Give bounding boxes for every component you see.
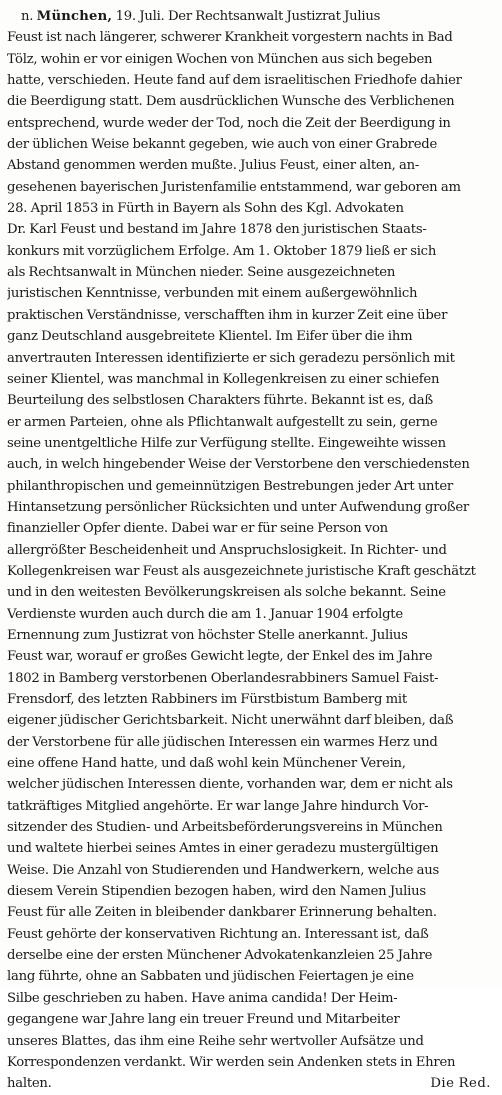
article-line-34: eigener jüdischer Gerichtsbarkeit. Nicht unerwähnt darf bleiben, daß xyxy=(7,713,454,729)
article-first-line xyxy=(7,6,495,27)
article-line-51 xyxy=(7,1073,495,1094)
article-line-22: auch, in welch hingebender Weise der Verstorbene den verschiedensten xyxy=(7,457,470,473)
article-line-8: Abstand genommen werden mußte. Julius Feust, einer alten, an- xyxy=(7,158,420,174)
article-line-3: Tölz, wohin er vor einigen Wochen von München aus sich begeben xyxy=(7,51,433,67)
article-line-19: Beurteilung des selbstlosen Charakters führte. Bekannt ist es, daß xyxy=(7,393,433,409)
article-line-31: Feust war, worauf er großes Gewicht legte, der Enkel des im Jahre xyxy=(7,649,433,665)
article-line-42: diesem Verein Stipendien bezogen haben, wird den Namen Julius xyxy=(7,884,426,900)
article-line-text: halten. xyxy=(7,1076,52,1092)
article-line-47: Silbe geschrieben zu haben. Have anima candida! Der Heim- xyxy=(7,990,398,1006)
article-line-21: seine unentgeltliche Hilfe zur Verfügung stellte. Eingeweihte wissen xyxy=(7,435,446,451)
article-line-13: als Rechtsanwalt in München nieder. Seine ausgezeichneten xyxy=(7,265,396,281)
article-line-46: lang führte, ohne an Sabbaten und jüdischen Feiertagen je eine xyxy=(7,969,414,985)
article-line-48: gegangene war Jahre lang ein treuer Freund und Mitarbeiter xyxy=(7,1012,400,1028)
article-line-20: er armen Parteien, ohne als Pflichtanwalt aufgestellt zu sein, gerne xyxy=(7,414,438,430)
article-line-39: sitzender des Studien- und Arbeitsbeförderungsvereins in München xyxy=(7,820,443,836)
article-line-4: hatte, verschieden. Heute fand auf dem israelitischen Friedhofe dahier xyxy=(7,73,462,89)
article-line-50: Korrespondenzen verdankt. Wir werden sein Andenken stets in Ehren xyxy=(7,1054,456,1070)
article-line-30: Ernennung zum Justizrat von höchster Stelle anerkannt. Julius xyxy=(7,627,408,643)
article-line-6: entsprechend, wurde weder der Tod, noch die Zeit der Beerdigung in xyxy=(7,115,451,131)
article-line-27: Kollegenkreisen war Feust als ausgezeichnete juristische Kraft geschätzt xyxy=(7,563,476,579)
article-line-11: Dr. Karl Feust und bestand im Jahre 1878 den juristischen Staats- xyxy=(7,222,427,238)
article-line-35: der Verstorbene für alle jüdischen Interessen ein warmes Herz und xyxy=(7,734,438,750)
article-line-2: Feust ist nach längerer, schwerer Krankheit vorgestern nachts in Bad xyxy=(7,30,453,46)
article-line-14: juristischen Kenntnisse, verbunden mit einem außergewöhnlich xyxy=(7,286,418,302)
article-line-12: konkurs mit vorzüglichem Erfolge. Am 1. Oktober 1879 ließ er sich xyxy=(7,243,437,259)
article-line-5: die Beerdigung statt. Dem ausdrücklichen Wunsche des Verblichenen xyxy=(7,94,455,110)
article-line-25: finanzieller Opfer diente. Dabei war er für seine Person von xyxy=(7,521,388,537)
article-line-18: seiner Klientel, was manchmal in Kollegenkreisen zu einer schiefen xyxy=(7,371,440,387)
article-line-17: anvertrauten Interessen identifizierte er sich geradezu persönlich mit xyxy=(7,350,455,366)
article-line-49: unseres Blattes, das ihm eine Reihe sehr wertvoller Aufsätze und xyxy=(7,1033,424,1049)
article-body xyxy=(7,27,495,1094)
article-line-26: allergrößter Bescheidenheit und Anspruchslosigkeit. In Richter- und xyxy=(7,542,447,558)
article-line-23: philanthropischen und gemeinnützigen Bestrebungen jeder Art unter xyxy=(7,478,453,494)
dateline-city: München, xyxy=(36,9,113,24)
dateline-date: 19. Juli. xyxy=(115,9,165,24)
article-line-32: 1802 in Bamberg verstorbenen Oberlandesrabbiners Samuel Faist- xyxy=(7,670,439,686)
article-line-15: praktischen Verständnisse, verschafften ihm in kurzer Zeit eine über xyxy=(7,307,448,323)
article-line-43: Feust für alle Zeiten in bleibender dankbarer Erinnerung behalten. xyxy=(7,905,437,921)
article-line-1: Der Rechtsanwalt Justizrat Julius xyxy=(167,9,381,24)
article-line-40: und waltete hierbei seines Amtes in einer geradezu mustergültigen xyxy=(7,841,439,857)
dateline-prefix: n. xyxy=(21,9,34,24)
article-line-41: Weise. Die Anzahl von Studierenden und Handwerkern, welche aus xyxy=(7,862,439,878)
article-line-44: Feust gehörte der konservativen Richtung an. Interessant ist, daß xyxy=(7,926,429,942)
article-line-36: eine offene Hand hatte, und daß wohl kein Münchener Verein, xyxy=(7,756,406,772)
article-line-9: gesehenen bayerischen Juristenfamilie entstammend, war geboren am xyxy=(7,179,461,195)
editor-signature: Die Red. xyxy=(430,1076,491,1092)
article-line-45: derselbe eine der ersten Münchener Advokatenkanzleien 25 Jahre xyxy=(7,948,433,964)
article-line-16: ganz Deutschland ausgebreitete Klientel. Im Eifer über die ihm xyxy=(7,329,413,345)
article-line-24: Hintansetzung persönlicher Rücksichten und unter Aufwendung großer xyxy=(7,499,469,515)
article-line-10: 28. April 1853 in Fürth in Bayern als Sohn des Kgl. Advokaten xyxy=(7,201,404,217)
article-line-38: tatkräftiges Mitglied angehörte. Er war lange Jahre hindurch Vor- xyxy=(7,798,429,814)
article-line-37: welcher jüdischen Interessen diente, vorhanden war, dem er nicht als xyxy=(7,777,453,793)
article-line-28: und in den weitesten Bevölkerungskreisen als solche bekannt. Seine xyxy=(7,585,446,601)
article-line-33: Frensdorf, des letzten Rabbiners im Fürstbistum Bamberg mit xyxy=(7,692,407,707)
obituary-article xyxy=(7,6,495,1095)
article-line-29: Verdienste wurden auch durch die am 1. Januar 1904 erfolgte xyxy=(7,606,403,622)
article-line-7: der üblichen Weise bekannt gegeben, wie auch von einer Grabrede xyxy=(7,137,438,153)
